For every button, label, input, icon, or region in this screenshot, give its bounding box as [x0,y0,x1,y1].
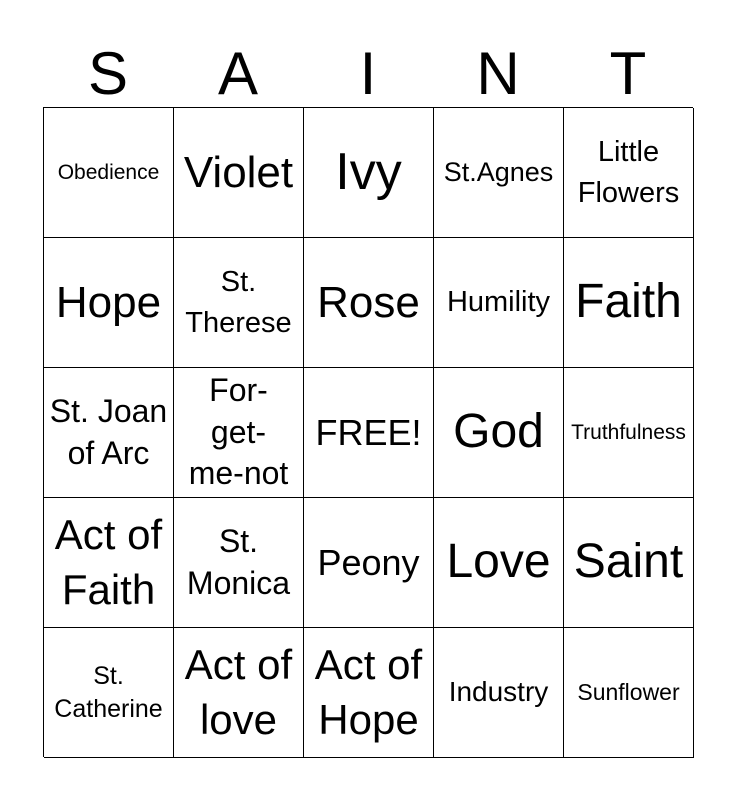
bingo-cell-r1c5[interactable] [564,108,694,238]
header-letter-a: A [217,40,259,107]
cell-label: Obedience [57,160,160,184]
cell-label: Violet [183,147,294,197]
cell-label: Faith [575,275,682,329]
cell-label: Saint [573,535,684,589]
bingo-cell-r1c3[interactable] [304,108,434,238]
cell-label: Humility [446,286,551,319]
cell-label: For-get-me-not [188,372,289,492]
bingo-cell-r3c3[interactable] [304,368,434,498]
bingo-cell-r4c3[interactable] [304,498,434,628]
cell-label: Sunflower [577,678,680,705]
bingo-cell-r2c2[interactable] [174,238,304,368]
cell-label: Love [446,535,551,589]
bingo-cell-r1c2[interactable] [174,108,304,238]
cell-label: St. Therese [185,265,292,339]
cell-label: Rose [317,277,420,327]
cell-label: Industry [448,676,549,708]
cell-label: Peony [317,541,420,583]
bingo-cell-r5c2[interactable] [174,628,304,758]
cell-label: St. Catherine [54,661,163,723]
bingo-cell-r2c3[interactable] [304,238,434,368]
bingo-cell-r3c4[interactable] [434,368,564,498]
bingo-cell-r4c5[interactable] [564,498,694,628]
header-letter-s: S [87,40,129,107]
bingo-cell-r4c1[interactable] [44,498,174,628]
bingo-cell-r1c1[interactable] [44,108,174,238]
cell-label: St. Joan of Arc [49,392,168,471]
cell-label: Truthfulness [571,420,686,444]
bingo-cell-r5c5[interactable] [564,628,694,758]
bingo-cell-r3c5[interactable] [564,368,694,498]
cell-label: God [453,405,544,459]
bingo-cell-r5c3[interactable] [304,628,434,758]
bingo-header [43,40,693,108]
header-letter-t: T [609,40,647,107]
bingo-cell-r3c1[interactable] [44,368,174,498]
cell-label: FREE! [315,411,422,453]
cell-label: Act of love [184,640,293,743]
bingo-cell-r1c4[interactable] [434,108,564,238]
cell-label: Ivy [335,142,402,201]
cell-label: Act of Faith [54,510,163,613]
bingo-cell-r2c5[interactable] [564,238,694,368]
header-letter-n: N [476,40,520,107]
header-letter-i: I [359,40,377,107]
bingo-cell-r2c1[interactable] [44,238,174,368]
cell-label: Act of Hope [314,640,423,743]
cell-label: Little Flowers [577,135,680,209]
bingo-cell-r3c2[interactable] [174,368,304,498]
bingo-cell-r2c4[interactable] [434,238,564,368]
cell-label: St.Agnes [443,156,554,187]
cell-label: St. Monica [186,522,291,601]
bingo-cell-r4c4[interactable] [434,498,564,628]
cell-label: Hope [55,277,162,327]
bingo-cell-r5c4[interactable] [434,628,564,758]
bingo-board [43,107,693,757]
bingo-cell-r4c2[interactable] [174,498,304,628]
bingo-cell-r5c1[interactable] [44,628,174,758]
